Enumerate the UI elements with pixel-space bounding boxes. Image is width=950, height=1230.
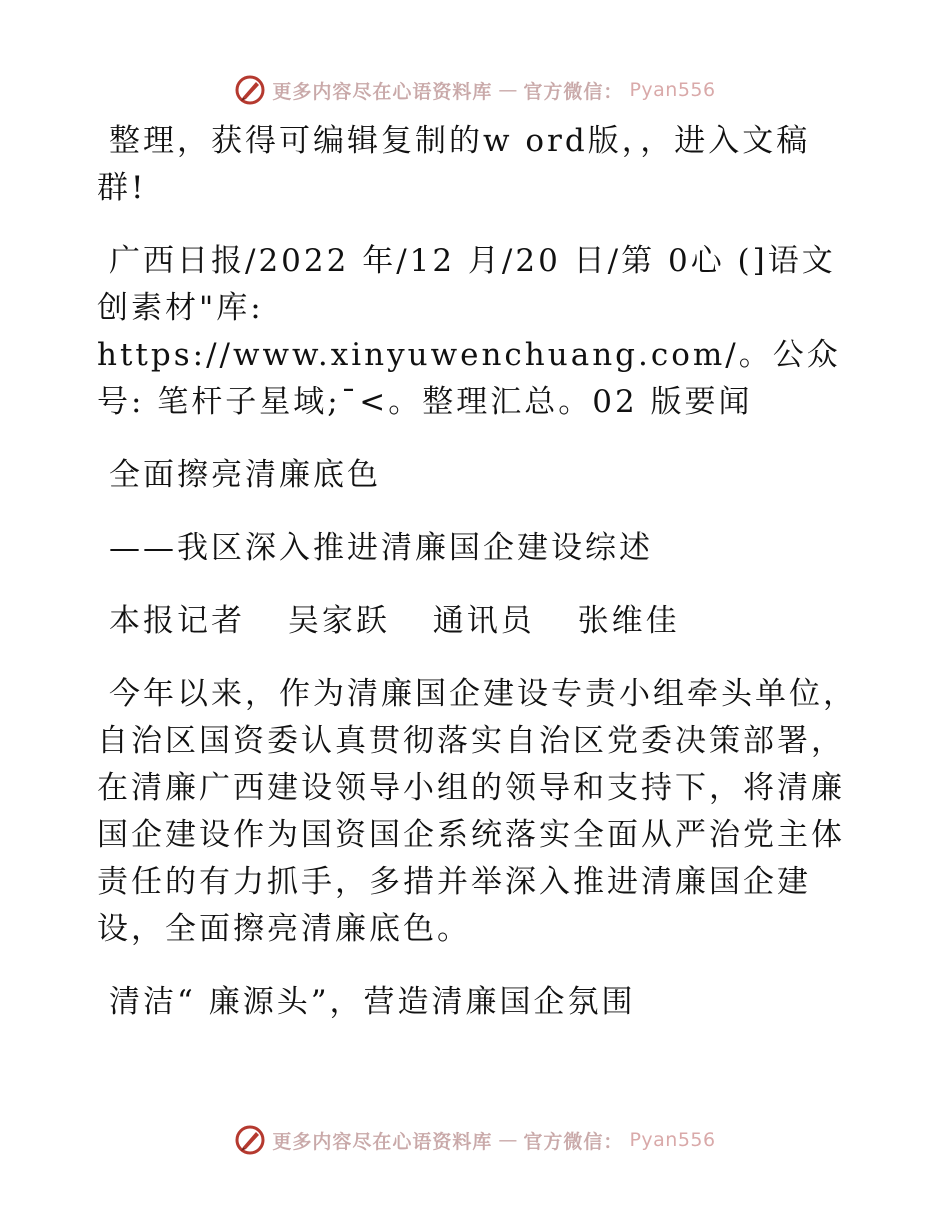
article-title: 全面擦亮清廉底色: [109, 457, 381, 493]
article-subtitle: ——我区深入推进清廉国企建设综述: [109, 530, 653, 566]
section-heading: 清洁“ 廉源头”，营造清廉国企氛围: [109, 984, 636, 1020]
banner-main-text: 更多内容尽在心语资料库: [272, 80, 493, 103]
banner-dash: —: [498, 1129, 518, 1151]
banner-wechat-id: Pyan556: [629, 1129, 716, 1151]
banner-label: 官方微信：: [523, 80, 624, 103]
banner-label: 官方微信：: [523, 1130, 624, 1153]
source-paragraph: 广西日报/2022 年/12 月/20 日/第 0心 (]语文创素材"库: https://www.xinyuwenchuang.com/。公众号: 笔杆子星域;¯<。整理汇总。02 版要闻: [97, 243, 841, 420]
intro-paragraph: 整理，获得可编辑复制的w ord版，，进入文稿群!: [97, 123, 811, 206]
article-byline: [97, 598, 857, 645]
banner-dash: —: [498, 79, 518, 101]
banner-wechat-id: Pyan556: [629, 79, 716, 101]
pen-logo-icon: [234, 74, 266, 106]
footer-watermark: [0, 1120, 950, 1160]
byline-name-correspondent: 张维佳: [577, 603, 680, 639]
byline-name-reporter: 吴家跃: [287, 603, 390, 639]
pen-logo-icon: [234, 1124, 266, 1156]
banner-main-text: 更多内容尽在心语资料库: [272, 1130, 493, 1153]
document-body: [97, 118, 857, 1052]
body-paragraph: 今年以来，作为清廉国企建设专责小组牵头单位，自治区国资委认真贯彻落实自治区党委决策部署，在清廉广西建设领导小组的领导和支持下，将清廉国企建设作为国资国企系统落实全面从严治党主体责任的有力抓手，多措并举深入推进清廉国企建设，全面擦亮清廉底色。: [97, 676, 857, 947]
byline-role-correspondent: 通讯员: [432, 603, 535, 639]
byline-role-reporter: 本报记者: [109, 603, 245, 639]
header-watermark: [0, 70, 950, 110]
